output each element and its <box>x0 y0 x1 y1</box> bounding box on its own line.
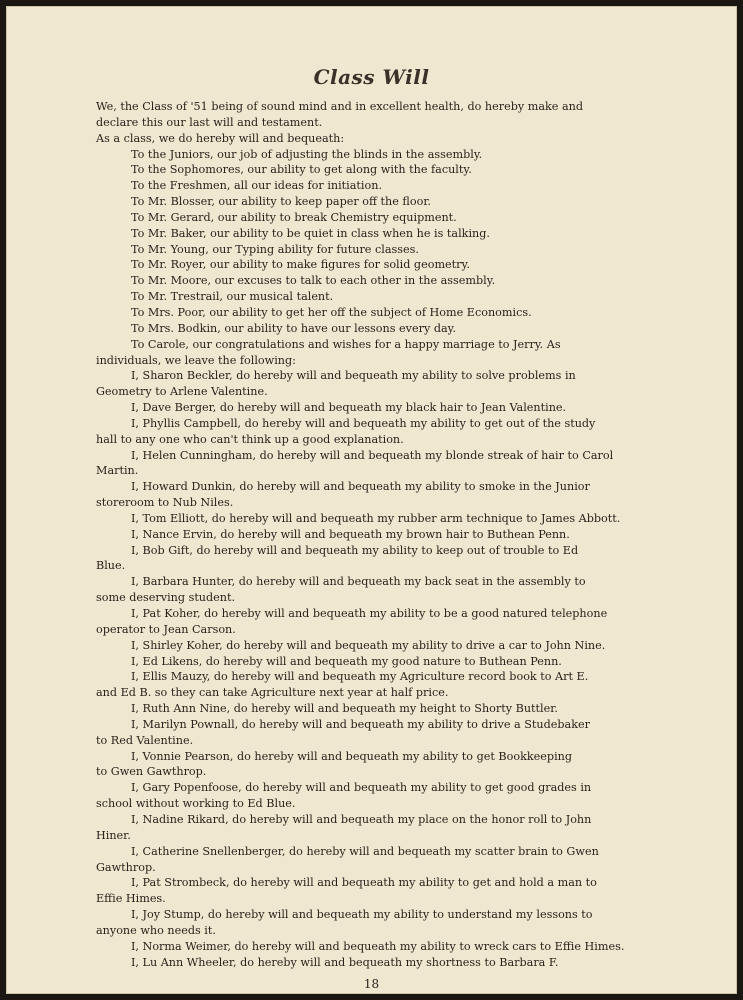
class-bequest-item: To Mr. Royer, our ability to make figures for solid geometry. <box>131 258 470 272</box>
class-bequest-item: To Mr. Gerard, our ability to break Chemistry equipment. <box>131 210 457 224</box>
document-body <box>96 99 724 970</box>
individual-bequest-line: I, Vonnie Pearson, do hereby will and bequeath my ability to get Bookkeeping <box>131 749 573 763</box>
individual-bequest-line: Geometry to Arlene Valentine. <box>96 385 268 399</box>
class-bequest-item: To the Juniors, our job of adjusting the blinds in the assembly. <box>131 147 483 161</box>
individual-bequest <box>96 907 724 939</box>
individual-bequest-line: I, Sharon Beckler, do hereby will and bequeath my ability to solve problems in <box>131 369 576 383</box>
carole-paragraph-line: individuals, we leave the following: <box>96 353 296 367</box>
individual-bequest-line: I, Dave Berger, do hereby will and bequeath my black hair to Jean Valentine. <box>131 401 567 415</box>
individual-bequest-line: to Gwen Gawthrop. <box>96 765 207 779</box>
individual-bequest-line: I, Nance Ervin, do hereby will and bequeath my brown hair to Buthean Penn. <box>131 527 570 541</box>
class-bequest-item: To Mr. Young, our Typing ability for future classes. <box>131 242 419 256</box>
individual-bequest-line: storeroom to Nub Niles. <box>96 496 234 510</box>
individual-bequest-line: Hiner. <box>96 828 131 842</box>
individual-bequest-line: I, Norma Weimer, do hereby will and bequeath my ability to wreck cars to Effie Himes. <box>131 939 625 953</box>
individual-bequest <box>96 844 724 876</box>
intro-line: declare this our last will and testament. <box>96 115 323 129</box>
individual-bequest-line: I, Ellis Mauzy, do hereby will and bequeath my Agriculture record book to Art E. <box>131 670 589 684</box>
individual-bequest <box>96 606 724 638</box>
individual-bequest-list <box>96 368 724 970</box>
individual-bequest-line: operator to Jean Carson. <box>96 622 236 636</box>
individual-bequest <box>96 669 724 701</box>
intro-line: We, the Class of '51 being of sound mind and in excellent health, do hereby make and <box>96 100 583 113</box>
individual-bequest-line: Gawthrop. <box>96 860 156 874</box>
individual-bequest <box>96 654 724 670</box>
class-bequest-item: To Mr. Baker, our ability to be quiet in class when he is talking. <box>131 226 490 240</box>
individual-bequest-line: I, Nadine Rikard, do hereby will and bequeath my place on the honor roll to John <box>131 812 592 826</box>
page-title: Class Will <box>313 65 430 89</box>
individual-bequest-line: I, Shirley Koher, do hereby will and bequeath my ability to drive a car to John Nine. <box>131 638 606 652</box>
individual-bequest-line: I, Phyllis Campbell, do hereby will and bequeath my ability to get out of the study <box>131 416 596 430</box>
individual-bequest <box>96 479 724 511</box>
individual-bequest <box>96 749 724 781</box>
individual-bequest-line: I, Marilyn Pownall, do hereby will and bequeath my ability to drive a Studebaker <box>131 717 590 731</box>
class-bequest-item: To Mrs. Poor, our ability to get her off the subject of Home Economics. <box>131 305 532 319</box>
individual-bequest-line: I, Ruth Ann Nine, do hereby will and bequeath my height to Shorty Buttler. <box>131 702 558 716</box>
individual-bequest-line: some deserving student. <box>96 591 236 605</box>
individual-bequest-line: I, Bob Gift, do hereby will and bequeath my ability to keep out of trouble to Ed <box>131 543 579 557</box>
individual-bequest-line: I, Gary Popenfoose, do hereby will and bequeath my ability to get good grades in <box>131 781 592 795</box>
individual-bequest-line: I, Pat Strombeck, do hereby will and bequeath my ability to get and hold a man to <box>131 876 597 890</box>
class-bequest-list <box>96 147 724 337</box>
class-bequest-item: To Mr. Moore, our excuses to talk to each other in the assembly. <box>131 274 496 288</box>
individual-bequest-line: I, Helen Cunningham, do hereby will and bequeath my blonde streak of hair to Carol <box>131 448 614 462</box>
class-bequest-item: To the Sophomores, our ability to get along with the faculty. <box>131 163 472 177</box>
individual-bequest <box>96 717 724 749</box>
individual-bequest-line: to Red Valentine. <box>96 733 194 747</box>
page-number: 18 <box>363 977 380 991</box>
individual-bequest <box>96 400 724 416</box>
individual-bequest <box>96 448 724 480</box>
individual-bequest-line: school without working to Ed Blue. <box>96 797 296 811</box>
individual-bequest <box>96 543 724 575</box>
class-bequest-item: To Mr. Trestrail, our musical talent. <box>131 290 334 304</box>
individual-bequest-line: anyone who needs it. <box>96 923 216 937</box>
individual-bequest-line: I, Howard Dunkin, do hereby will and bequeath my ability to smoke in the Junior <box>131 480 590 494</box>
individual-bequest-line: Blue. <box>96 559 126 573</box>
individual-bequest <box>96 939 724 955</box>
intro-line: As a class, we do hereby will and bequeath: <box>96 131 345 145</box>
individual-bequest-line: I, Lu Ann Wheeler, do hereby will and bequeath my shortness to Barbara F. <box>131 955 559 969</box>
class-bequest-item: To the Freshmen, all our ideas for initiation. <box>131 179 382 193</box>
individual-bequest-line: hall to any one who can't think up a good explanation. <box>96 432 404 446</box>
individual-bequest-line: I, Joy Stump, do hereby will and bequeath my ability to understand my lessons to <box>131 908 593 922</box>
document-page <box>6 6 737 994</box>
individual-bequest <box>96 574 724 606</box>
individual-bequest <box>96 511 724 527</box>
individual-bequest-line: I, Ed Likens, do hereby will and bequeath my good nature to Buthean Penn. <box>131 654 562 668</box>
individual-bequest <box>96 812 724 844</box>
individual-bequest <box>96 875 724 907</box>
individual-bequest-line: Martin. <box>96 464 139 478</box>
individual-bequest-line: I, Pat Koher, do hereby will and bequeath my ability to be a good natured telephone <box>131 607 608 620</box>
individual-bequest <box>96 955 724 971</box>
individual-bequest <box>96 780 724 812</box>
individual-bequest-line: Effie Himes. <box>96 892 166 906</box>
individual-bequest-line: I, Tom Elliott, do hereby will and bequeath my rubber arm technique to James Abbott. <box>131 511 621 525</box>
carole-paragraph-line: To Carole, our congratulations and wishes for a happy marriage to Jerry. As <box>131 337 561 351</box>
class-bequest-item: To Mrs. Bodkin, our ability to have our lessons every day. <box>131 321 457 335</box>
individual-bequest-line: I, Barbara Hunter, do hereby will and bequeath my back seat in the assembly to <box>131 575 586 589</box>
class-bequest-item: To Mr. Blosser, our ability to keep paper off the floor. <box>131 195 431 209</box>
individual-bequest-line: and Ed B. so they can take Agriculture next year at half price. <box>96 686 449 700</box>
individual-bequest <box>96 701 724 717</box>
individual-bequest <box>96 638 724 654</box>
individual-bequest <box>96 527 724 543</box>
individual-bequest <box>96 368 724 400</box>
individual-bequest-line: I, Catherine Snellenberger, do hereby will and bequeath my scatter brain to Gwen <box>131 844 599 858</box>
individual-bequest <box>96 416 724 448</box>
